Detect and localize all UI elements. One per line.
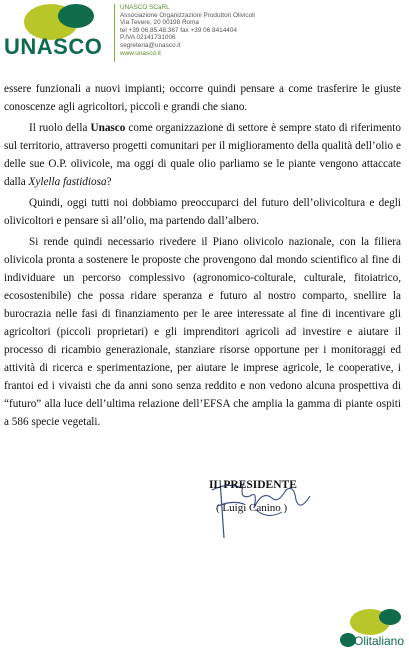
org-full-name: Associazione Organizzazioni Produttori Olivicoli — [120, 11, 255, 19]
p1-italic-xylella: Xylella fastidiosa — [28, 176, 107, 188]
paragraph-piano-olivicolo: Si rende quindi necessario rivedere il Piano olivicolo nazionale, con la filiera olivicola pronta a sostenere le proposte che provengono dal mondo scientifico al fine di individuare un percorso complessivo (agronomico-colturale, culturale, fitoiatrico, ecosostenibile) che possa ridare speranza e futuro al nostro comparto, snellire la burocrazia nelle fasi di finanziamento per le aree interessate al fine di incentivare gli agricoltori (piccoli proprietari) e gli imprenditori agricoli ad investire e aiutare il processo di ricambio generazionale, stanziare risorse opportune per i monitoraggi ed attività di ricerca e sperimentazione, per aiutare le imprese agricole, le cooperative, i frantoi ed i vivaisti che da anni sono senza reddito e non vedono alcuna prospettiva di “futuro” alla luce dell’ultima relazione dell’EFSA che amplia la gamma di piante ospiti a 586 specie vegetali. — [4, 236, 401, 428]
paragraph-continuation: essere funzionali a nuovi impianti; occorre quindi pensare a come trasferire le giuste conoscenze agli agricoltori, piccoli e grandi che siano. — [4, 83, 401, 113]
org-vat: P.IVA 02141731006 — [120, 34, 176, 42]
signature-title: IL PRESIDENTE — [209, 479, 297, 491]
org-email[interactable]: segreteria@unasco.it — [120, 41, 181, 49]
paragraph-unasco-role — [0, 119, 409, 191]
p1-text-b: come organizzazione di settore è sempre stato di riferimento sul territorio, attraverso progetti comunitari per il miglioramento della qualità dell’olio e delle sue O.P. olivicole, ma oggi di quale olio parliamo se le piante vengono attaccate dalla — [4, 122, 401, 188]
paragraph-future: Quindi, oggi tutti noi dobbiamo preoccuparci del futuro dell’olivicoltura e degli olivicoltori e pensare sì all’olio, ma partendo dall’albero. — [4, 197, 401, 227]
header-contact-block — [120, 4, 255, 57]
unasco-logo-text: UNASCO — [4, 34, 103, 59]
p1-bold-unasco: Unasco — [90, 122, 126, 134]
olitaliano-logo-text: Olitaliano — [354, 634, 405, 648]
org-website[interactable]: www.unasco.it — [120, 49, 161, 57]
org-address: Via Tevere, 20 00198 Roma — [120, 19, 199, 27]
p1-text-a: Il ruolo della — [29, 122, 91, 134]
org-name: UNASCO SCaRL — [120, 4, 170, 11]
p1-text-c: ? — [106, 176, 112, 188]
header-divider — [114, 4, 115, 62]
letter-body — [0, 80, 409, 431]
signature-name: ( Luigi Canino ) — [216, 502, 288, 514]
org-phone: tel +39 06.85.48.367 fax +39 06 8414404 — [120, 26, 237, 34]
